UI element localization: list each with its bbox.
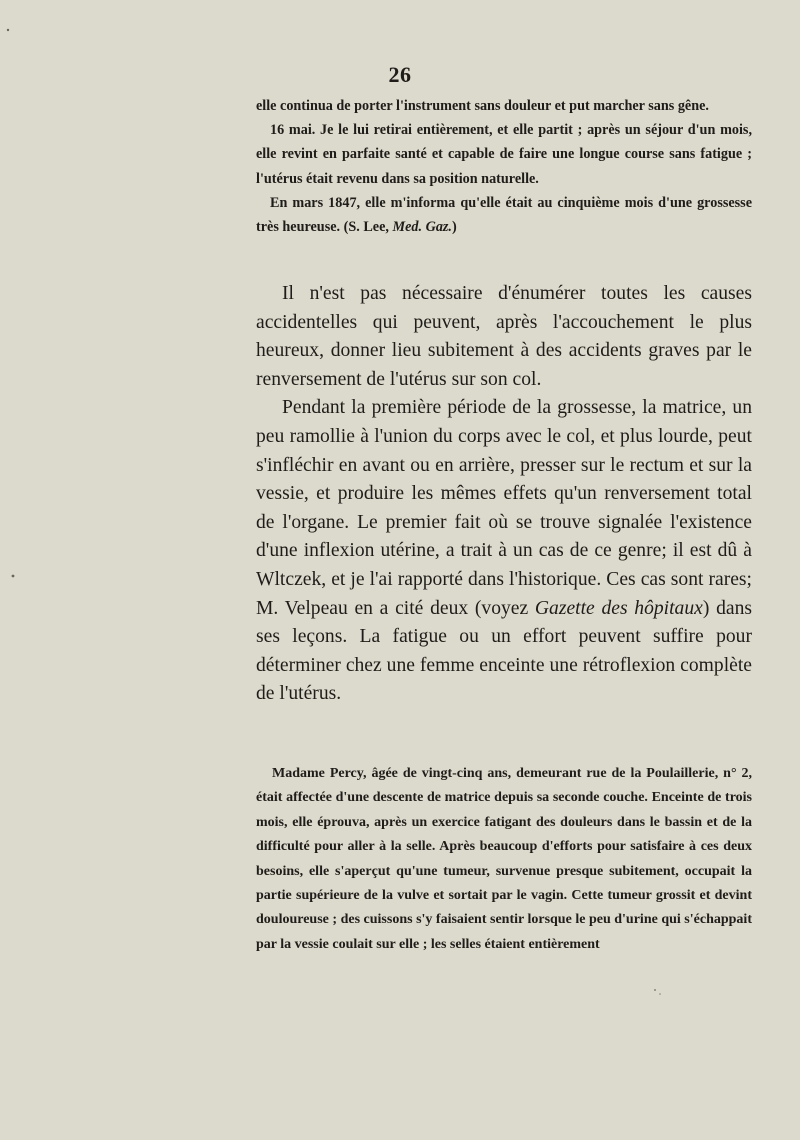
main-paragraph-2-end: ) dans ses leçons. La fatigue ou un effort peuvent suffire pour déterminer chez une femme enceinte une rétroflexion complète de l'utérus. xyxy=(256,597,752,705)
case-paragraph-3 xyxy=(256,191,752,239)
case-report-new xyxy=(256,762,752,957)
page-number: 26 xyxy=(388,62,412,87)
case-report-continued xyxy=(256,94,752,239)
case-paragraph-2: 16 mai. Je le lui retirai entièrement, et elle partit ; après un séjour d'un mois, elle revint en parfaite santé et capable de faire une longue course sans fatigue ; l'utérus était revenu dans sa position naturelle. xyxy=(256,122,752,187)
case-source: Med. Gaz. xyxy=(392,219,452,236)
main-text xyxy=(256,280,752,709)
journal-title: Gazette des hôpitaux xyxy=(534,597,703,619)
main-paragraph-2 xyxy=(256,394,752,709)
main-paragraph-1: Il n'est pas nécessaire d'énumérer toutes les causes accidentelles qui peuvent, après l'accouchement le plus heureux, donner lieu subitement à des accidents graves par le renversement de l'utérus sur son col. xyxy=(256,283,752,390)
new-case-paragraph: Madame Percy, âgée de vingt-cinq ans, demeurant rue de la Poulaillerie, n° 2, était affectée d'une descente de matrice depuis sa seconde couche. Enceinte de trois mois, elle éprouva, après un exercice fatigant des douleurs dans le bassin et de la difficulté pour aller à la selle. Après beaucoup d'efforts pour satisfaire à ces deux besoins, elle s'aperçut qu'une tumeur, survenue presque subitement, occupait la partie supérieure de la vulve et sortait par le vagin. Cette tumeur grossit et devint douloureuse ; des cuissons s'y faisaient sentir lorsque le peu d'urine qui s'échappait par la vessie coulait sur elle ; les selles étaient entièrement xyxy=(256,766,752,952)
main-paragraph-2-text: Pendant la première période de la grossesse, la matrice, un peu ramollie à l'union du corps avec le col, et plus lourde, peut s'infléchir en avant ou en arrière, presser sur le rectum et sur la vessie, et produire les mêmes effets qu'un renversement total de l'organe. Le premier fait où se trouve signalée l'existence d'une inflexion utérine, a trait à un cas de ce genre; il est dû à Wltczek, et je l'ai rapporté dans l'historique. Ces cas sont rares; M. Velpeau en a cité deux (voyez xyxy=(256,397,752,619)
case-paragraph-1: elle continua de porter l'instrument sans douleur et put marcher sans gêne. xyxy=(256,98,709,114)
case-paragraph-3-end: ) xyxy=(451,219,457,236)
case-paragraph-3-text: En mars 1847, elle m'informa qu'elle était au cinquième mois d'une grossesse très heureuse. (S. Lee, xyxy=(256,194,752,236)
